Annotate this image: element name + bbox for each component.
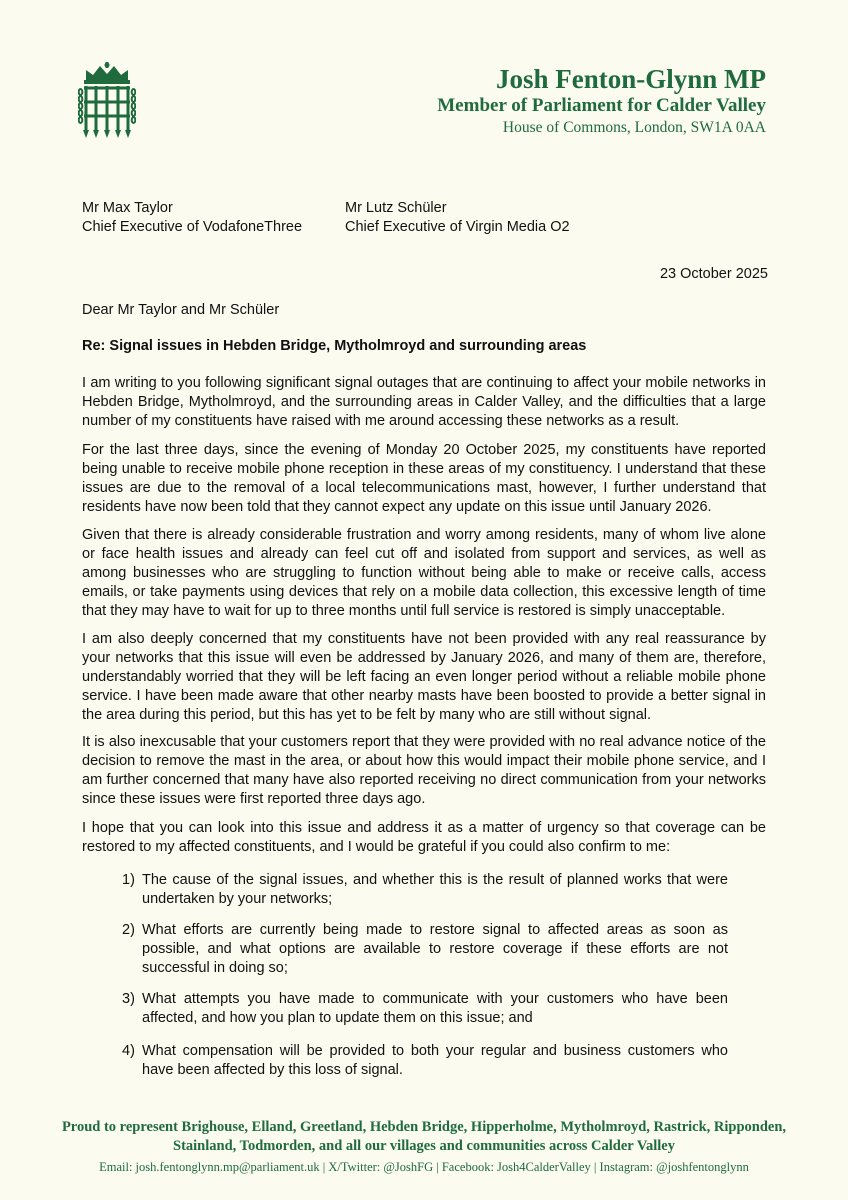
paragraph: It is also inexcusable that your customers report that they were provided with no real advance notice of the decision to remove the mast in the area, or about how this would impact their mobile phone service, and I am further concerned that many have also reported receiving no direct communication from your networks since these issues were first reported three days ago. [82, 734, 766, 807]
letter-date: 23 October 2025 [659, 266, 768, 282]
footer-tagline: Proud to represent Brighouse, Elland, Greetland, Hebden Bridge, Hipperholme, Mytholmroyd, Rastrick, Ripponden, Stainland, Todmorden, and all our villages and communities across Calder Valley [61, 1119, 787, 1154]
salutation: Dear Mr Taylor and Mr Schüler [82, 302, 280, 318]
question-text: What attempts you have made to communicate with your customers who have been affected, and how you plan to update them on this issue; and [142, 991, 728, 1026]
recipient-1 [82, 199, 302, 237]
mp-address: House of Commons, London, SW1A 0AA [502, 119, 766, 136]
paragraph: I am writing to you following significant signal outages that are continuing to affect your mobile networks in Hebden Bridge, Mytholmroyd, and the surrounding areas in Calder Valley, and the difficulties that a large number of my constituents have raised with me around accessing these networks as a result. [82, 375, 766, 429]
recipient-title: Chief Executive of Virgin Media O2 [345, 219, 570, 235]
paragraph: I am also deeply concerned that my constituents have not been provided with any real reassurance by your networks that this issue will even be addressed by January 2026, and many of them are, therefore, understandably worried that they will be left facing an even longer period without a reliable mobile phone service. I have been made aware that other nearby masts have been boosted to provide a better signal in the area during this period, but this has yet to be felt by many who are still without signal. [82, 631, 766, 723]
question-item [122, 871, 728, 909]
mp-name: Josh Fenton-Glynn MP [495, 64, 766, 94]
question-number: 3) [122, 991, 135, 1007]
question-number: 2) [122, 922, 135, 938]
recipient-name: Mr Max Taylor [82, 200, 173, 216]
question-text: What efforts are currently being made to restore signal to affected areas as soon as possible, and what options are available to restore coverage if these efforts are not successful in doing so; [142, 922, 728, 976]
subject-line: Re: Signal issues in Hebden Bridge, Mytholmroyd and surrounding areas [82, 338, 587, 354]
question-item [122, 1042, 728, 1080]
recipient-name: Mr Lutz Schüler [345, 200, 447, 216]
mp-role: Member of Parliament for Calder Valley [437, 95, 766, 116]
question-text: What compensation will be provided to both your regular and business customers who have been affected by this loss of signal. [142, 1043, 728, 1078]
recipient-2 [345, 199, 570, 237]
recipient-title: Chief Executive of VodafoneThree [82, 219, 303, 235]
question-item [122, 921, 728, 978]
portcullis-icon [78, 62, 136, 144]
question-number: 1) [122, 872, 135, 888]
footer-contacts: Email: josh.fentonglynn.mp@parliament.uk | X/Twitter: @JoshFG | Facebook: Josh4CalderValley | Instagram: @joshfentonglynn [99, 1160, 749, 1174]
question-item [122, 990, 728, 1028]
question-text: The cause of the signal issues, and whether this is the result of planned works that were undertaken by your networks; [142, 872, 728, 907]
letterhead [437, 64, 766, 138]
paragraph: For the last three days, since the evening of Monday 20 October 2025, my constituents have reported being unable to receive mobile phone reception in these areas of my constituency. I understand that these issues are due to the removal of a local telecommunications mast, however, I further understand that residents have now been told that they cannot expect any update on this issue until January 2026. [82, 442, 766, 515]
paragraph: I hope that you can look into this issue and address it as a matter of urgency so that coverage can be restored to my affected constituents, and I would be grateful if you could also confirm to me: [82, 820, 766, 855]
paragraph: Given that there is already considerable frustration and worry among residents, many of whom live alone or face health issues and already can feel cut off and isolated from support and services, as well as among businesses who are struggling to function without being able to make or receive calls, access emails, or take payments using devices that rely on a mobile data collection, this excessive length of time that they may have to wait for up to three months until full service is restored is simply unacceptable. [82, 527, 766, 619]
question-number: 4) [122, 1043, 135, 1059]
